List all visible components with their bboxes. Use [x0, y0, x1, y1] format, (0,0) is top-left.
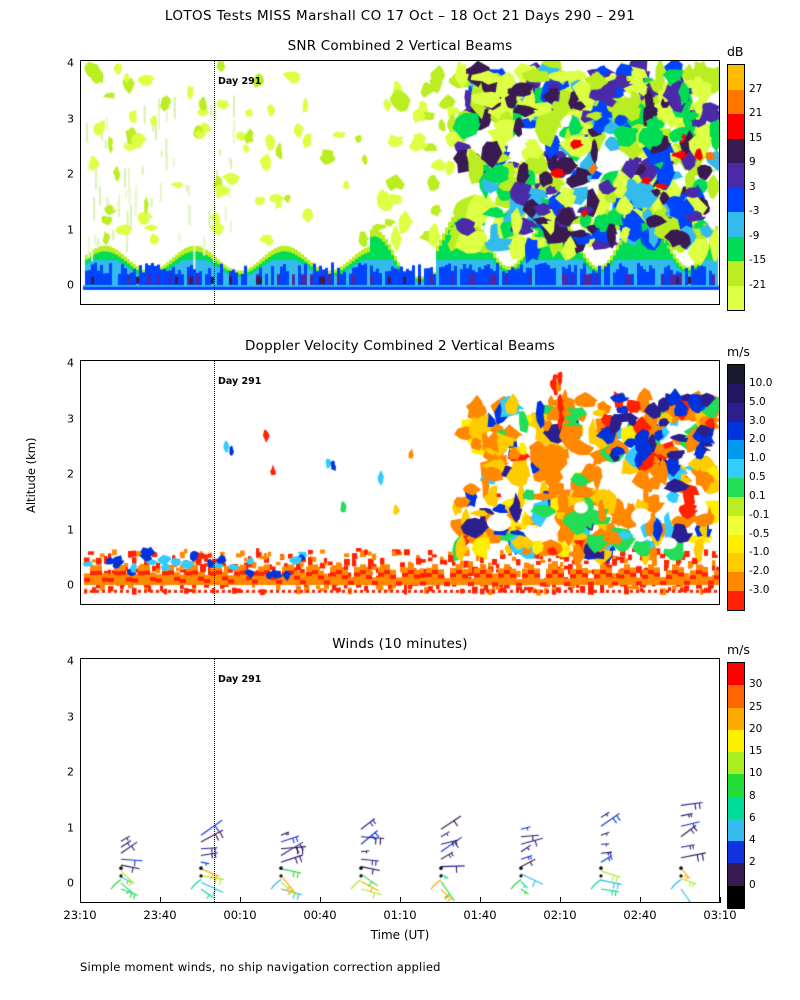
colorbar-tick-label: 3.0: [749, 414, 766, 427]
colorbar-tick-label: 2: [749, 856, 756, 869]
snr-ytick-0: 0: [67, 278, 74, 292]
snr-ytick-1: 1: [67, 223, 74, 237]
colorbar-segment: [728, 139, 744, 164]
footnote: Simple moment winds, no ship navigation correction applied: [80, 960, 441, 974]
colorbar-tick-label: 15: [749, 131, 763, 144]
colorbar-tick-label: -21: [749, 278, 767, 291]
win-ytick-4: 4: [67, 654, 74, 668]
colorbar-tick-label: 25: [749, 700, 763, 713]
colorbar-tick-label: -1.0: [749, 546, 770, 559]
win-ytick-3: 3: [67, 710, 74, 724]
colorbar-segment: [728, 212, 744, 237]
xtick-6: 02:10: [543, 908, 577, 922]
dop-ytick-3: 3: [67, 412, 74, 426]
day-label-doppler: Day 291: [218, 376, 262, 387]
x-axis-tickmark: [640, 897, 641, 903]
dop-ytick-2: 2: [67, 467, 74, 481]
colorbar-tick-label: 10: [749, 767, 763, 780]
colorbar-tick-label: 1.0: [749, 452, 766, 465]
colorbar-segment: [728, 403, 744, 422]
colorbar-segment: [728, 422, 744, 441]
snr-ytick-3: 3: [67, 112, 74, 126]
colorbar-segment: [728, 797, 744, 819]
dop-ytick-4: 4: [67, 356, 74, 370]
colorbar-tick-label: 8: [749, 789, 756, 802]
x-axis-tickmark: [160, 897, 161, 903]
colorbar-tick-label: 0: [749, 878, 756, 891]
dop-ytick-1: 1: [67, 523, 74, 537]
day-boundary-line-winds: [214, 659, 215, 902]
day-boundary-line-doppler: [214, 361, 215, 604]
panel-snr-plot[interactable]: [80, 60, 720, 305]
colorbar-tick-label: 6: [749, 811, 756, 824]
colorbar-tick-label: 0.5: [749, 471, 766, 484]
win-ytick-1: 1: [67, 821, 74, 835]
colorbar-tick-label: -15: [749, 254, 767, 266]
panel-doppler: [0, 338, 800, 608]
colorbar-tick-label: 5.0: [749, 395, 766, 408]
colorbar-tick-label: -0.5: [749, 527, 770, 540]
x-axis-tickmark: [480, 897, 481, 903]
colorbar-segment: [728, 685, 744, 707]
colorbar-tick-label: 10.0: [749, 376, 773, 389]
colorbar-segment: [728, 440, 744, 459]
page-title: LOTOS Tests MISS Marshall CO 17 Oct – 18 Oct 21 Days 290 – 291: [164, 8, 636, 24]
winds-colorbar[interactable]: [727, 662, 745, 909]
win-ytick-0: 0: [67, 876, 74, 890]
dop-ytick-0: 0: [67, 578, 74, 592]
xtick-8: 03:10: [703, 908, 737, 922]
colorbar-tick-label: -3.0: [749, 584, 770, 597]
colorbar-tick-label: 3: [749, 180, 756, 193]
panel-snr-title: SNR Combined 2 Vertical Beams: [287, 38, 513, 54]
colorbar-tick-label: 9: [749, 156, 756, 168]
x-axis-tickmark: [720, 897, 721, 903]
colorbar-tick-label: 4: [749, 834, 756, 847]
colorbar-segment: [728, 286, 744, 311]
xtick-4: 01:10: [383, 908, 417, 922]
day-label-winds: Day 291: [218, 674, 262, 685]
panel-doppler-title: Doppler Velocity Combined 2 Vertical Beams: [245, 338, 555, 354]
snr-colorbar-title: dB: [727, 44, 744, 59]
winds-colorbar-title: m/s: [727, 642, 750, 657]
panel-winds-plot[interactable]: [80, 658, 720, 903]
x-axis-tickmark: [560, 897, 561, 903]
panel-winds: [0, 636, 800, 942]
colorbar-tick-label: 2.0: [749, 433, 766, 446]
y-axis-title: Altitude (km): [24, 437, 38, 513]
snr-ytick-2: 2: [67, 167, 74, 181]
colorbar-segment: [728, 384, 744, 403]
colorbar-segment: [728, 553, 744, 572]
colorbar-tick-label: 15: [749, 745, 763, 758]
x-axis-tickmark: [400, 897, 401, 903]
colorbar-segment: [728, 65, 744, 90]
day-label-snr: Day 291: [218, 76, 262, 87]
colorbar-segment: [728, 90, 744, 115]
colorbar-tick-label: 0.1: [749, 489, 766, 502]
colorbar-segment: [728, 261, 744, 286]
colorbar-segment: [728, 886, 744, 908]
doppler-heatmap-canvas: [81, 361, 720, 605]
colorbar-segment: [728, 730, 744, 752]
snr-ytick-4: 4: [67, 56, 74, 70]
xtick-5: 01:40: [463, 908, 497, 922]
colorbar-tick-label: 20: [749, 722, 763, 735]
colorbar-tick-label: -0.1: [749, 508, 770, 521]
snr-heatmap-canvas: [81, 61, 720, 305]
colorbar-segment: [728, 774, 744, 796]
colorbar-segment: [728, 863, 744, 885]
colorbar-tick-label: -3: [749, 205, 760, 217]
doppler-colorbar[interactable]: [727, 364, 745, 611]
colorbar-segment: [728, 591, 744, 610]
panel-snr: [0, 38, 800, 308]
colorbar-segment: [728, 572, 744, 591]
x-axis-tickmark: [80, 897, 81, 903]
colorbar-segment: [728, 841, 744, 863]
colorbar-tick-label: 21: [749, 107, 763, 119]
colorbar-tick-label: -9: [749, 229, 760, 242]
colorbar-segment: [728, 237, 744, 262]
xtick-7: 02:40: [623, 908, 657, 922]
win-ytick-2: 2: [67, 765, 74, 779]
colorbar-segment: [728, 163, 744, 188]
colorbar-segment: [728, 819, 744, 841]
xtick-3: 00:40: [303, 908, 337, 922]
colorbar-tick-label: 27: [749, 82, 763, 95]
panel-doppler-plot[interactable]: [80, 360, 720, 605]
x-axis-tickmark: [240, 897, 241, 903]
winds-barb-canvas: [81, 659, 720, 903]
colorbar-segment: [728, 188, 744, 213]
xtick-0: 23:10: [63, 908, 97, 922]
colorbar-segment: [728, 535, 744, 554]
xtick-1: 23:40: [143, 908, 177, 922]
colorbar-segment: [728, 516, 744, 535]
x-axis-title: Time (UT): [370, 928, 430, 942]
doppler-colorbar-title: m/s: [727, 344, 750, 359]
colorbar-segment: [728, 663, 744, 685]
colorbar-segment: [728, 114, 744, 139]
day-boundary-line-snr: [214, 61, 215, 304]
colorbar-segment: [728, 365, 744, 384]
colorbar-segment: [728, 478, 744, 497]
colorbar-segment: [728, 708, 744, 730]
colorbar-segment: [728, 497, 744, 516]
snr-colorbar[interactable]: [727, 64, 745, 311]
panel-winds-title: Winds (10 minutes): [332, 636, 468, 652]
x-axis-tickmark: [320, 897, 321, 903]
colorbar-segment: [728, 752, 744, 774]
colorbar-segment: [728, 459, 744, 478]
colorbar-tick-label: 30: [749, 678, 763, 691]
colorbar-tick-label: -2.0: [749, 565, 770, 578]
xtick-2: 00:10: [223, 908, 257, 922]
